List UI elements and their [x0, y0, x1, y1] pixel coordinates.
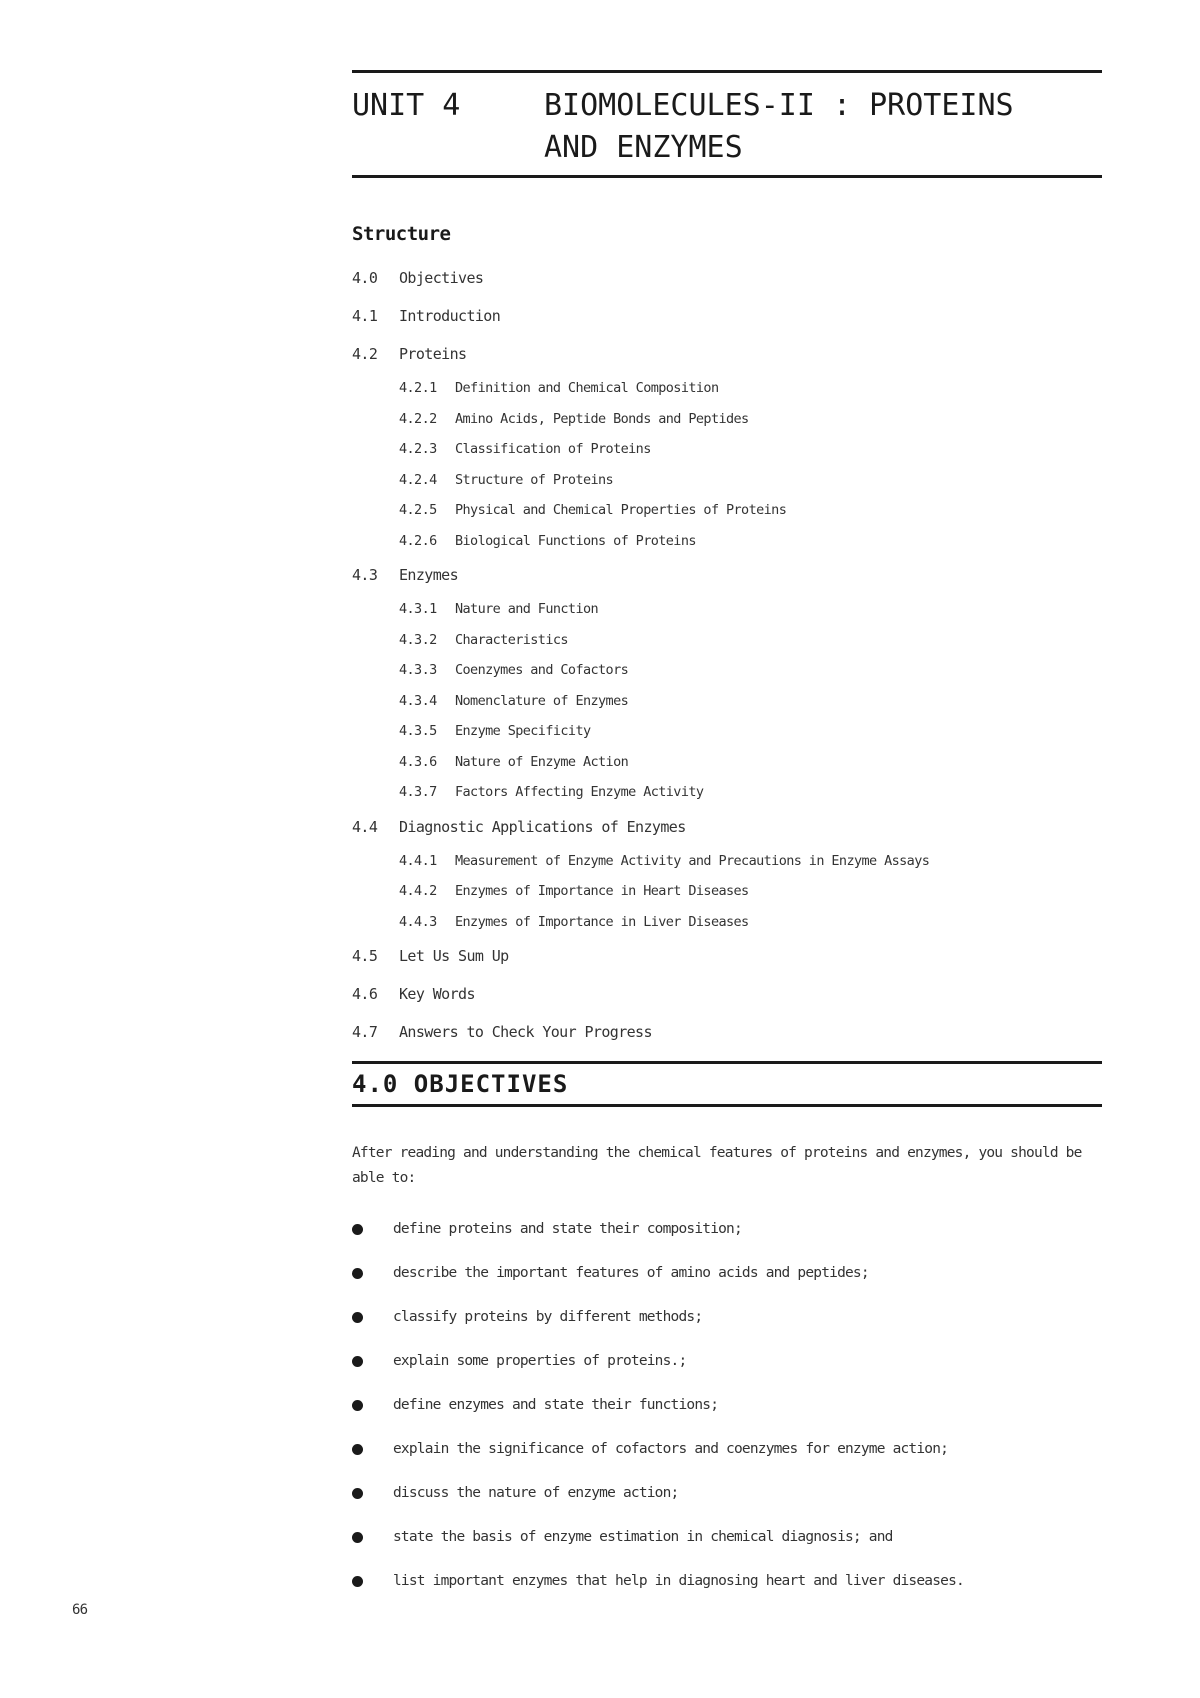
toc-item	[352, 259, 1102, 297]
bullet-icon	[352, 1400, 363, 1411]
toc-subitem-label: Definition and Chemical Composition	[455, 380, 719, 397]
toc-subitem-number: 4.4.2	[399, 883, 437, 900]
toc-item-label: Diagnostic Applications of Enzymes	[399, 817, 686, 836]
objectives-intro: After reading and understanding the chemical features of proteins and enzymes, you should be able to:	[352, 1145, 1082, 1186]
toc-subitem-number: 4.3.1	[399, 601, 437, 618]
toc-subitem-label: Biological Functions of Proteins	[455, 532, 696, 549]
header-bottom-rule	[352, 175, 1102, 178]
bullet-icon	[352, 1356, 363, 1367]
toc-subitem-number: 4.2.3	[399, 441, 437, 458]
objectives-bottom-rule	[352, 1104, 1102, 1107]
toc-item-number: 4.2	[352, 345, 378, 363]
objective-text: classify proteins by different methods;	[393, 1309, 703, 1325]
toc-item-number: 4.4	[352, 817, 378, 836]
toc-subitem	[352, 747, 1102, 778]
toc-subitem-number: 4.3.5	[399, 723, 437, 740]
toc-subitem-label: Nature of Enzyme Action	[455, 753, 629, 770]
toc-item	[352, 556, 1102, 594]
toc-subitem-label: Nature and Function	[455, 601, 599, 618]
toc-item-label: Objectives	[399, 269, 484, 287]
objective-item	[352, 1515, 1102, 1559]
toc-item	[352, 937, 1102, 975]
toc-item-number: 4.1	[352, 307, 378, 325]
page-number: 66	[72, 1602, 88, 1618]
objective-text: define enzymes and state their functions;	[393, 1397, 719, 1413]
toc-item-label: Introduction	[399, 307, 501, 325]
structure-heading: Structure	[352, 223, 451, 245]
toc-subitem-number: 4.4.1	[399, 852, 437, 869]
toc-subitem-label: Enzymes of Importance in Heart Diseases	[455, 883, 749, 900]
toc-subitem	[352, 777, 1102, 808]
toc-item-number: 4.7	[352, 1023, 378, 1041]
toc-item-label: Let Us Sum Up	[399, 947, 509, 965]
toc-subitem-number: 4.3.6	[399, 753, 437, 770]
toc-item-label: Enzymes	[399, 566, 459, 584]
toc-item	[352, 297, 1102, 335]
toc-subitem	[352, 907, 1102, 938]
objective-item	[352, 1207, 1102, 1251]
toc-item-label: Answers to Check Your Progress	[399, 1023, 652, 1041]
objective-item	[352, 1471, 1102, 1515]
toc-subitem	[352, 876, 1102, 907]
bullet-icon	[352, 1224, 363, 1235]
bullet-icon	[352, 1312, 363, 1323]
bullet-icon	[352, 1268, 363, 1279]
toc-subitem	[352, 404, 1102, 435]
toc-subitem	[352, 465, 1102, 496]
toc-subitem-label: Structure of Proteins	[455, 471, 614, 488]
bullet-icon	[352, 1576, 363, 1587]
toc-item	[352, 808, 1102, 846]
toc-subitem	[352, 594, 1102, 625]
toc-item-number: 4.5	[352, 947, 378, 965]
objective-text: discuss the nature of enzyme action;	[393, 1485, 679, 1501]
toc-item-number: 4.6	[352, 985, 378, 1003]
objectives-list	[352, 1207, 1102, 1603]
toc-item-label: Key Words	[399, 985, 475, 1003]
objective-text: list important enzymes that help in diagnosing heart and liver diseases.	[393, 1573, 964, 1589]
objective-item	[352, 1559, 1102, 1603]
toc-subitem	[352, 655, 1102, 686]
toc-subitem-label: Classification of Proteins	[455, 441, 651, 458]
objective-text: define proteins and state their composition;	[393, 1221, 742, 1237]
toc-subitem-number: 4.3.2	[399, 631, 437, 648]
table-of-contents	[352, 259, 1102, 1051]
toc-item	[352, 975, 1102, 1013]
toc-subitem-label: Measurement of Enzyme Activity and Precautions in Enzyme Assays	[455, 852, 930, 869]
unit-title: BIOMOLECULES-II : PROTEINS AND ENZYMES	[544, 88, 1014, 165]
toc-subitem-label: Enzyme Specificity	[455, 723, 591, 740]
objective-item	[352, 1295, 1102, 1339]
toc-item-number: 4.3	[352, 566, 378, 584]
toc-subitem-number: 4.2.4	[399, 471, 437, 488]
toc-subitem	[352, 686, 1102, 717]
bullet-icon	[352, 1444, 363, 1455]
toc-item-number: 4.0	[352, 269, 378, 287]
objectives-heading: 4.0 OBJECTIVES	[352, 1070, 569, 1098]
objective-text: explain some properties of proteins.;	[393, 1353, 687, 1369]
objective-text: state the basis of enzyme estimation in chemical diagnosis; and	[393, 1529, 893, 1545]
toc-item	[352, 335, 1102, 373]
toc-subitem-label: Coenzymes and Cofactors	[455, 662, 629, 679]
toc-subitem-label: Factors Affecting Enzyme Activity	[455, 784, 704, 801]
objective-text: explain the significance of cofactors and coenzymes for enzyme action;	[393, 1441, 949, 1457]
toc-item	[352, 1013, 1102, 1051]
toc-item-label: Proteins	[399, 345, 467, 363]
unit-header	[352, 73, 1102, 175]
toc-subitem-number: 4.3.3	[399, 662, 437, 679]
bullet-icon	[352, 1488, 363, 1499]
toc-subitem-label: Enzymes of Importance in Liver Diseases	[455, 913, 749, 930]
bullet-icon	[352, 1532, 363, 1543]
toc-subitem	[352, 495, 1102, 526]
objective-item	[352, 1383, 1102, 1427]
toc-subitem	[352, 846, 1102, 877]
toc-subitem-label: Nomenclature of Enzymes	[455, 692, 629, 709]
toc-subitem	[352, 434, 1102, 465]
objective-item	[352, 1427, 1102, 1471]
toc-subitem-number: 4.3.4	[399, 692, 437, 709]
toc-subitem-label: Amino Acids, Peptide Bonds and Peptides	[455, 410, 749, 427]
toc-subitem-number: 4.2.1	[399, 380, 437, 397]
toc-subitem-number: 4.2.6	[399, 532, 437, 549]
toc-subitem-number: 4.3.7	[399, 784, 437, 801]
toc-subitem-label: Characteristics	[455, 631, 568, 648]
toc-subitem	[352, 716, 1102, 747]
page-content	[352, 70, 1102, 1603]
toc-subitem-number: 4.2.2	[399, 410, 437, 427]
toc-subitem-number: 4.4.3	[399, 913, 437, 930]
toc-subitem	[352, 526, 1102, 557]
objective-item	[352, 1251, 1102, 1295]
toc-subitem	[352, 625, 1102, 656]
objective-item	[352, 1339, 1102, 1383]
toc-subitem-number: 4.2.5	[399, 502, 437, 519]
objective-text: describe the important features of amino acids and peptides;	[393, 1265, 869, 1281]
objectives-section	[352, 1061, 1102, 1603]
toc-subitem-label: Physical and Chemical Properties of Proteins	[455, 502, 787, 519]
toc-subitem	[352, 373, 1102, 404]
unit-label: UNIT 4	[352, 88, 461, 123]
